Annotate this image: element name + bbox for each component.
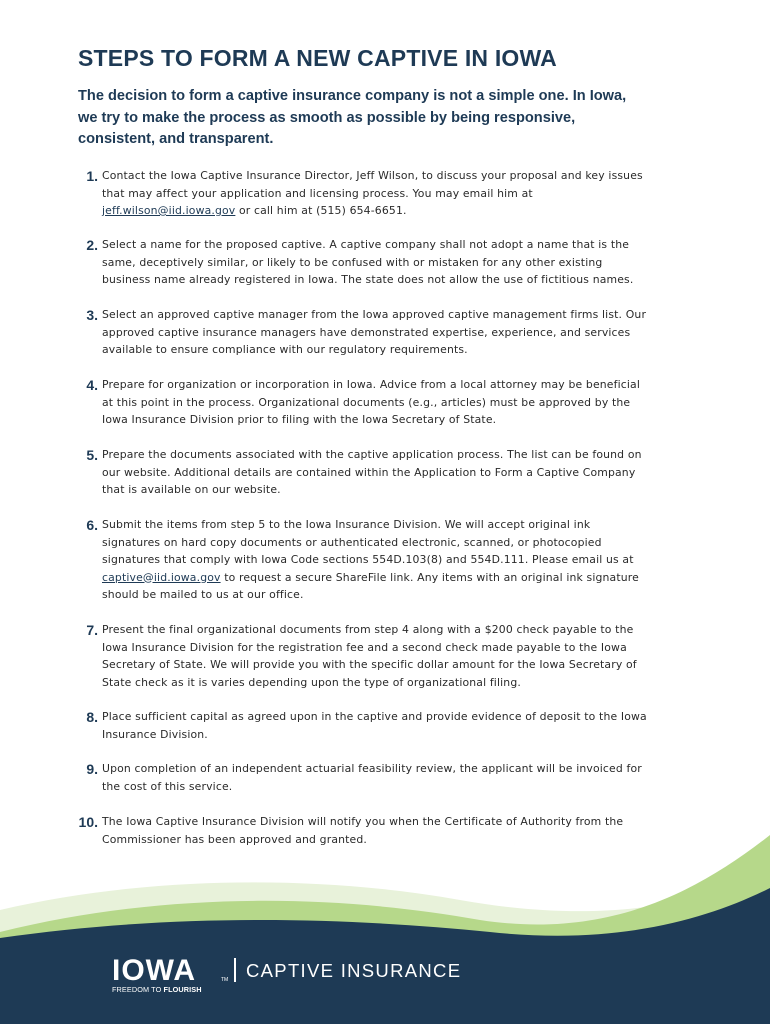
step-line: Submit the items from step 5 to the Iowa Insurance Division. We will accept original ink [102,518,591,531]
step-line: that is available on our website. [102,483,281,496]
step-line: Present the final organizational documents from step 4 along with a $200 check payable to the [102,623,634,636]
step-line: The Iowa Captive Insurance Division will notify you when the Certificate of Authority from the [102,815,624,828]
step-number: 8. [86,709,98,725]
step-line: Commissioner has been approved and granted. [102,832,367,846]
step-line: business name already registered in Iowa. The state does not allow the use of fictitious names. [102,273,634,286]
step-line: available to ensure compliance with our regulatory requirements. [102,343,468,356]
step-line: same, deceptively similar, or likely to be confused with or mistaken for any other existing [102,255,603,269]
step-line: Select a name for the proposed captive. A captive company shall not adopt a name that is the [102,238,630,251]
step-line: should be mailed to us at our office. [102,588,304,601]
step-line: our website. Additional details are contained within the Application to Form a Captive Company [102,465,636,479]
step-number: 2. [86,237,98,253]
step-line: Iowa Insurance Division for the registration fee and a second check made payable to the Iowa [102,640,627,654]
iowa-logo-wordmark: IOWA [112,954,196,987]
step-line: to request a secure ShareFile link. Any items with an original ink signature [220,570,639,584]
trademark-mark: TM [221,977,229,983]
intro-line: we try to make the process as smooth as possible by being responsive, [78,109,576,126]
step-line: Prepare the documents associated with the captive application process. The list can be found on [102,448,642,461]
step-text [102,516,722,604]
tagline-prefix: FREEDOM TO [112,985,164,994]
step-number: 6. [86,517,98,533]
step-number: 1. [86,168,98,184]
step-line: or call him at (515) 654-6651. [235,204,407,217]
step-line: at this point in the process. Organizational documents (e.g., articles) must be approved by the [102,395,631,409]
intro-line: The decision to form a captive insurance company is not a simple one. In Iowa, [78,88,627,104]
step-line: Contact the Iowa Captive Insurance Director, Jeff Wilson, to discuss your proposal and key issues [102,169,643,182]
step-line: Place sufficient capital as agreed upon in the captive and provide evidence of deposit to the Iowa [102,710,647,723]
step-number: 3. [86,307,98,323]
step-line: signatures that comply with Iowa Code sections 554D.103(8) and 554D.111. Please email us at [102,553,634,566]
step-line: Prepare for organization or incorporation in Iowa. Advice from a local attorney may be beneficial [102,378,640,391]
step-text [102,621,722,691]
step-line: signatures on hard copy documents or authenticated electronic, scanned, or photocopied [102,535,602,549]
page-title: STEPS TO FORM A NEW CAPTIVE IN IOWA [78,45,557,71]
step-line: State check as it is varies depending upon the type of organizational filing. [102,675,521,689]
email-link[interactable]: jeff.wilson@iid.iowa.gov [102,204,236,217]
brand-label: CAPTIVE INSURANCE [246,960,462,981]
step-number: 5. [86,447,98,463]
logo-tagline [112,985,202,994]
step-number: 4. [86,377,98,393]
step-number: 10. [78,814,98,830]
step-line: that may affect your application and licensing process. You may email him at [102,186,533,200]
step-number: 9. [86,761,98,777]
step-text [102,306,722,359]
email-link[interactable]: captive@iid.iowa.gov [102,570,221,584]
step-line: Select an approved captive manager from the Iowa approved captive management firms list. Our [102,308,647,321]
step-line: approved captive insurance managers have demonstrated expertise, experience, and services [102,325,631,339]
step-line: Secretary of State. We will provide you with the specific dollar amount for the Iowa Secretary of [102,658,637,671]
intro-paragraph [78,86,688,151]
step-text [102,167,722,220]
step-text [102,708,722,743]
step-line: Upon completion of an independent actuarial feasibility review, the applicant will be invoiced for [102,762,642,775]
step-line: Iowa Insurance Division prior to filing with the Iowa Secretary of State. [102,413,497,426]
intro-line: consistent, and transparent. [78,131,274,147]
step-text [102,376,722,429]
step-text [102,236,722,289]
step-text [102,446,722,499]
tagline-emphasis: FLOURISH [163,985,202,994]
step-number: 7. [86,622,98,638]
step-line: the cost of this service. [102,779,233,793]
step-line: Insurance Division. [102,727,208,741]
logo-divider [234,958,236,982]
